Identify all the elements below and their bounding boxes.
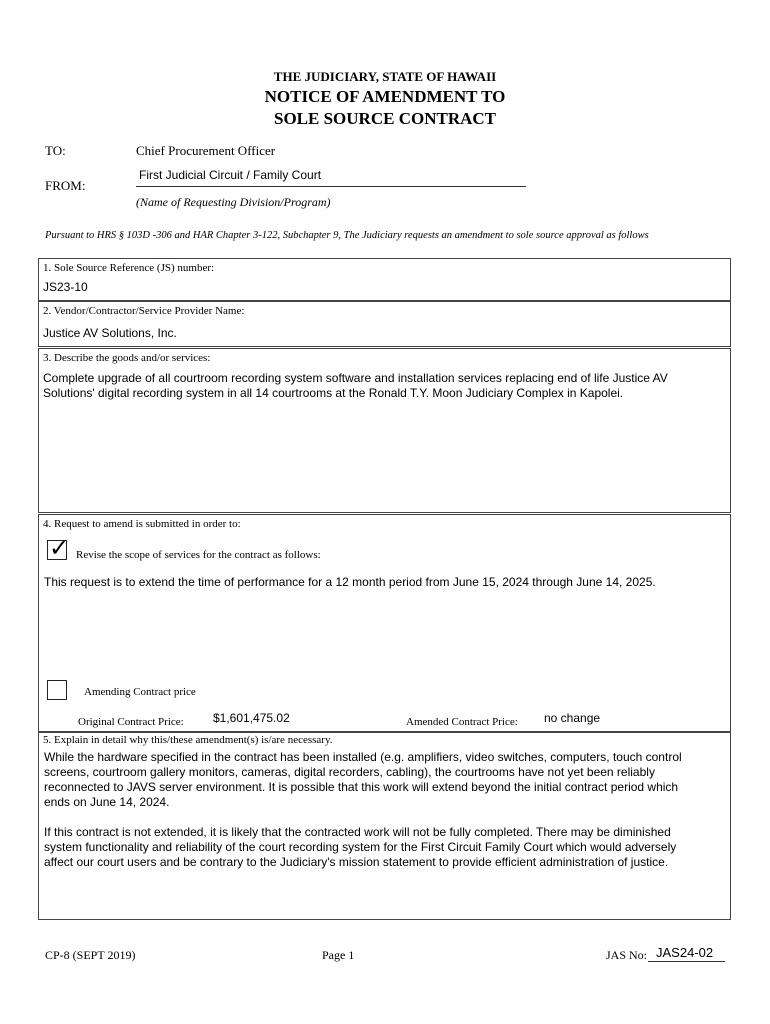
- section-3-box: [38, 348, 731, 513]
- to-label: TO:: [45, 143, 66, 158]
- explanation-line6[interactable]: system functionality and reliability of the court recording system for the First Circuit Family Court which would adversely: [44, 840, 677, 854]
- goods-services-line2[interactable]: Solutions' digital recording system in all 14 courtrooms at the Ronald T.Y. Moon Judiciary Complex in Kapolei.: [43, 386, 624, 400]
- page-title-line1: NOTICE OF AMENDMENT TO: [264, 87, 506, 106]
- from-caption: (Name of Requesting Division/Program): [136, 195, 331, 209]
- section-1-label: 1. Sole Source Reference (JS) number:: [43, 262, 215, 274]
- section-1-box: [38, 258, 731, 301]
- jas-number-field[interactable]: JAS24-02: [656, 945, 714, 960]
- explanation-line5[interactable]: If this contract is not extended, it is likely that the contracted work will not be fully completed. There may be diminished: [44, 825, 671, 839]
- from-label: FROM:: [45, 178, 86, 193]
- section-5-label: 5. Explain in detail why this/these amendment(s) is/are necessary.: [43, 734, 333, 746]
- intro-text: Pursuant to HRS § 103D -306 and HAR Chapter 3-122, Subchapter 9, The Judiciary requests an amendment to sole source approval as follows: [45, 230, 649, 241]
- goods-services-line1[interactable]: Complete upgrade of all courtroom recording system software and installation services replacing end of life Justice AV: [43, 371, 668, 385]
- amended-price-field[interactable]: no change: [544, 711, 601, 725]
- vendor-name-field[interactable]: Justice AV Solutions, Inc.: [43, 326, 177, 340]
- revise-scope-checkbox[interactable]: [47, 534, 70, 562]
- explanation-line3[interactable]: reconnected to JAVS server environment. It is possible that this work will extend beyond the initial contract period which: [44, 780, 679, 794]
- check-icon: ✓: [49, 534, 70, 562]
- section-2-label: 2. Vendor/Contractor/Service Provider Name:: [43, 305, 245, 317]
- to-value: Chief Procurement Officer: [136, 143, 276, 158]
- section-2-box: [38, 301, 731, 347]
- from-underline: [136, 186, 526, 187]
- org-heading: THE JUDICIARY, STATE OF HAWAII: [273, 69, 497, 84]
- page-title-line2: SOLE SOURCE CONTRACT: [274, 109, 496, 128]
- original-price-label: Original Contract Price:: [78, 716, 184, 728]
- explanation-line7[interactable]: affect our court users and be contrary to the Judiciary's mission statement to provide efficient administration of justice.: [44, 855, 669, 869]
- section-4-label: 4. Request to amend is submitted in order to:: [43, 518, 241, 530]
- js-number-field[interactable]: JS23-10: [43, 280, 88, 294]
- amend-price-label: Amending Contract price: [84, 686, 196, 698]
- explanation-line4[interactable]: ends on June 14, 2024.: [44, 795, 170, 809]
- page-number: Page 1: [322, 948, 355, 962]
- scope-text-field[interactable]: This request is to extend the time of performance for a 12 month period from June 15, 2024 through June 14, 2025.: [44, 575, 656, 589]
- amend-price-checkbox[interactable]: [47, 680, 67, 700]
- section-4-box: [38, 514, 731, 732]
- from-value[interactable]: First Judicial Circuit / Family Court: [139, 168, 322, 182]
- jas-underline: [648, 961, 725, 962]
- jas-label: JAS No:: [606, 948, 648, 962]
- amended-price-label: Amended Contract Price:: [406, 716, 518, 728]
- original-price-field[interactable]: $1,601,475.02: [213, 711, 290, 725]
- explanation-line2[interactable]: screens, courtroom gallery monitors, cameras, digital recorders, cabling), the courtrooms have not yet been reliably: [44, 765, 655, 779]
- section-3-label: 3. Describe the goods and/or services:: [43, 352, 211, 364]
- revise-scope-label: Revise the scope of services for the contract as follows:: [76, 549, 321, 561]
- form-id: CP-8 (SEPT 2019): [45, 948, 136, 962]
- explanation-line1[interactable]: While the hardware specified in the contract has been installed (e.g. amplifiers, video switches, computers, touch control: [44, 750, 682, 764]
